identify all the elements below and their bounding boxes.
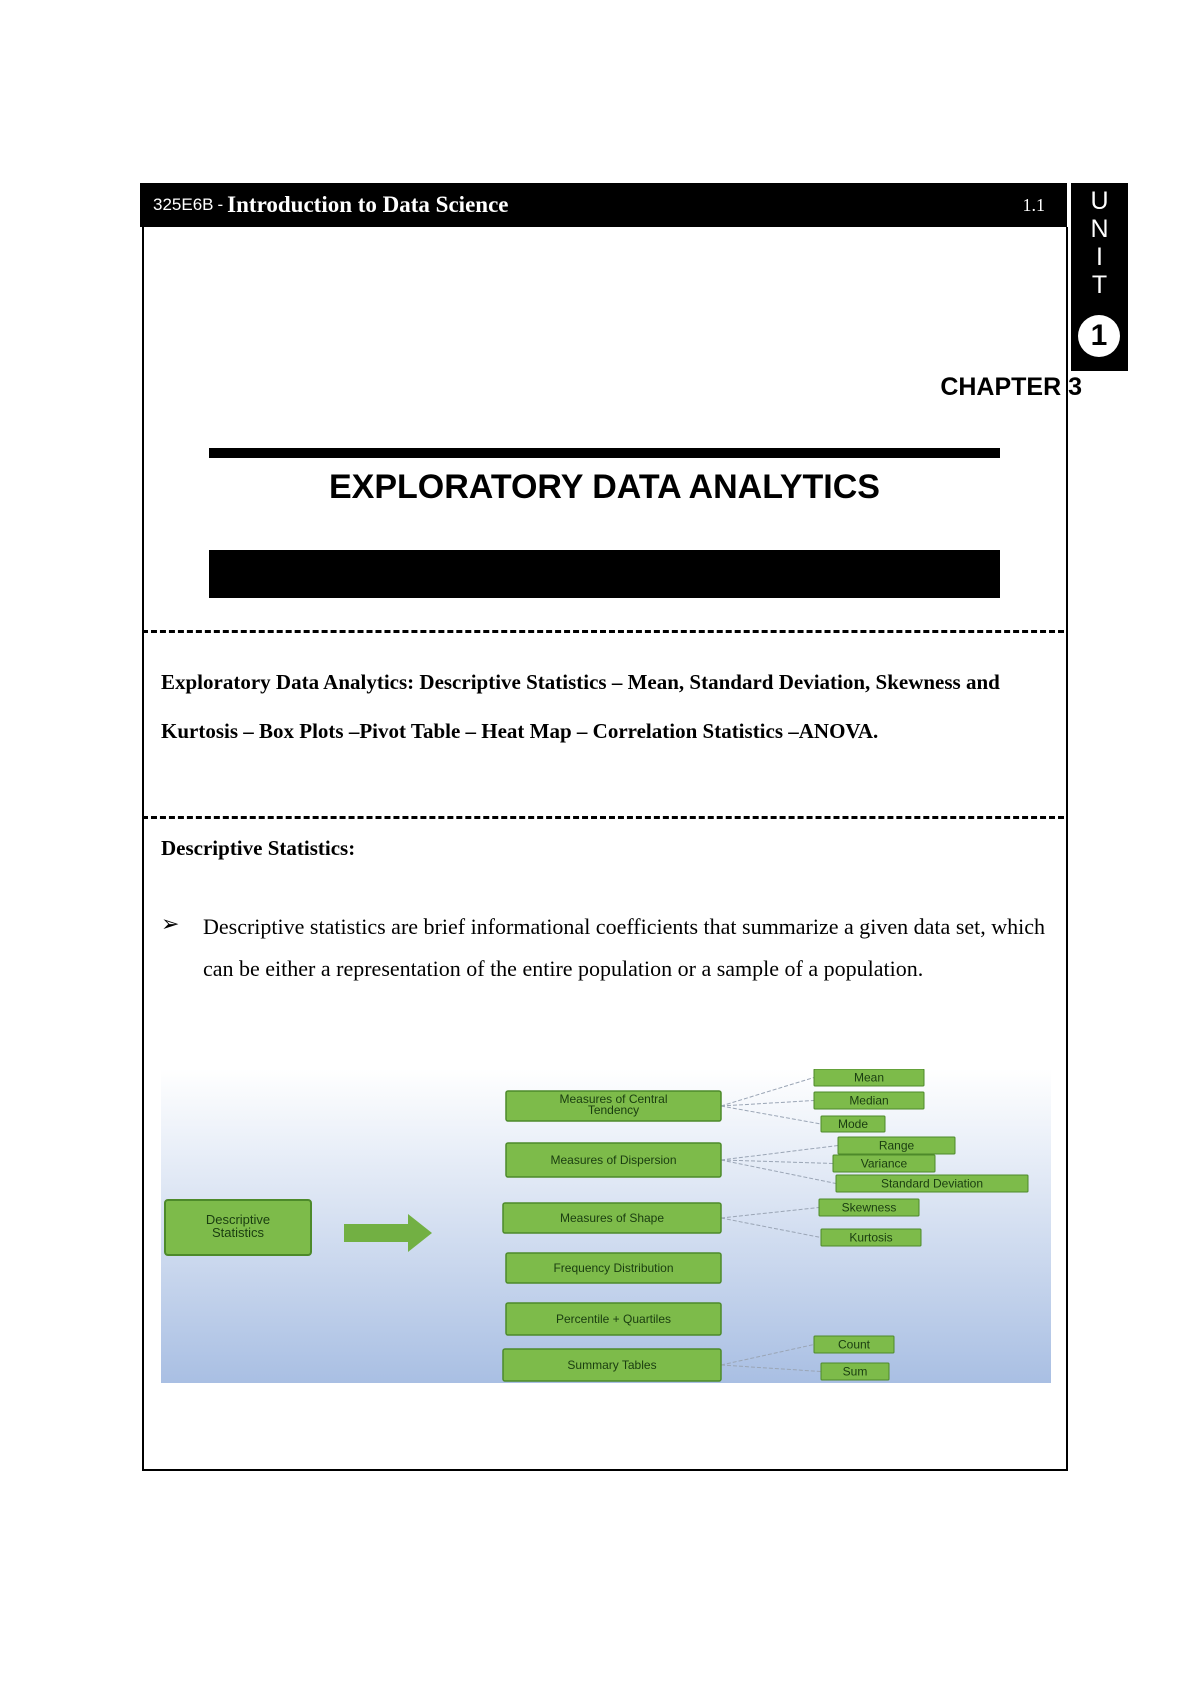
- dashed-divider-bottom: [142, 816, 1064, 819]
- leaf-label-mean: Mean: [853, 1070, 885, 1085]
- unit-number-badge: 1: [1078, 315, 1120, 357]
- category-label-measures-of-central-tendency: Tendency: [587, 1103, 640, 1117]
- chapter-title: EXPLORATORY DATA ANALYTICS: [329, 468, 880, 506]
- leaf-label-mode: Mode: [837, 1117, 869, 1131]
- category-label-summary-tables: Summary Tables: [567, 1358, 657, 1372]
- section-heading: Descriptive Statistics:: [161, 836, 356, 860]
- category-label-measures-of-central-tendency: Measures of Central: [559, 1092, 668, 1106]
- category-label-measures-of-shape: Measures of Shape: [559, 1211, 665, 1225]
- leaf-label-median: Median: [849, 1093, 889, 1108]
- dashed-divider-top: [142, 630, 1064, 633]
- category-label-frequency-distribution: Frequency Distribution: [553, 1261, 674, 1275]
- leaf-label-kurtosis: Kurtosis: [849, 1230, 893, 1245]
- header-separator: -: [217, 195, 224, 214]
- leaf-label-standard-deviation: Standard Deviation: [880, 1176, 984, 1191]
- leaf-label-skewness: Skewness: [841, 1200, 897, 1215]
- course-title: Introduction to Data Science: [227, 192, 509, 217]
- header-bar: [140, 183, 1067, 227]
- unit-letter-u: U: [1090, 187, 1109, 215]
- page-number: 1.1: [1022, 194, 1045, 215]
- chapter-label: CHAPTER 3: [940, 373, 1082, 401]
- unit-letter-n: N: [1090, 215, 1109, 243]
- unit-letter-i: I: [1096, 243, 1103, 271]
- category-label-percentile-quartiles: Percentile + Quartiles: [555, 1312, 672, 1326]
- leaf-label-count: Count: [837, 1337, 871, 1352]
- unit-letter-t: T: [1091, 271, 1108, 299]
- bullet-text: Descriptive statistics are brief informational coefficients that summarize a given data set, which can be either a representation of the entire population or a sample of a population.: [203, 914, 1046, 981]
- root-label-descriptive: Descriptive: [205, 1212, 271, 1227]
- title-rule-top: [209, 448, 1000, 458]
- bullet-arrow-icon: ➢: [161, 912, 180, 937]
- leaf-label-variance: Variance: [860, 1156, 908, 1171]
- root-label-statistics: Statistics: [211, 1225, 265, 1240]
- syllabus-text: Exploratory Data Analytics: Descriptive Statistics – Mean, Standard Deviation, Skewness and Kurtosis – Box Plots –Pivot Table – Heat Map – Correlation Statistics –ANOVA.: [161, 670, 1000, 743]
- unit-tab: [1071, 183, 1128, 371]
- course-code: 325E6B: [153, 195, 214, 214]
- unit-letters: [1071, 183, 1128, 299]
- leaf-label-range: Range: [878, 1138, 915, 1153]
- title-rule-bottom: [209, 550, 1000, 598]
- leaf-label-sum: Sum: [842, 1364, 868, 1379]
- category-label-measures-of-dispersion: Measures of Dispersion: [550, 1153, 677, 1167]
- descriptive-statistics-diagram: [161, 1069, 1051, 1383]
